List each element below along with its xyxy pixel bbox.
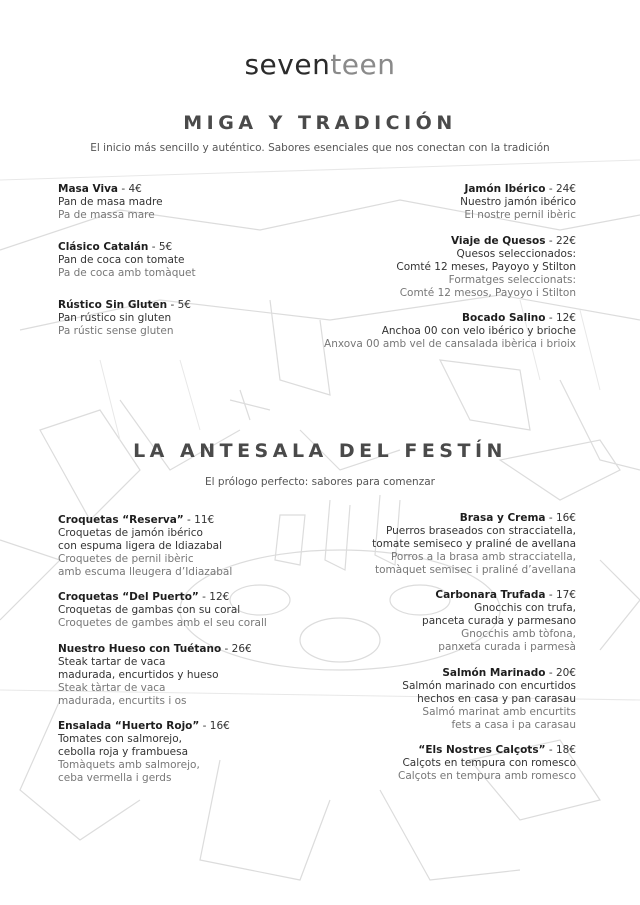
item-desc-es: con espuma ligera de Idiazabal: [58, 540, 223, 552]
item-desc-es: Steak tartar de vaca: [58, 656, 166, 668]
item-name: Salmón Marinado: [442, 667, 546, 679]
section-title-antesala: LA ANTESALA DEL FESTÍN: [133, 440, 507, 462]
item-name: Bocado Salino: [462, 312, 546, 324]
item-name: Brasa y Crema: [459, 512, 546, 524]
item-name: Carbonara Trufada: [435, 589, 546, 601]
item-desc-es: Tomates con salmorejo,: [58, 733, 182, 745]
item-desc-ca: Croquetes de gambes amb el seu corall: [58, 617, 267, 629]
item-desc-es: Comté 12 meses, Payoyo y Stilton: [396, 261, 576, 273]
item-desc-ca: tomàquet semisec i praliné d’avellana: [375, 564, 576, 576]
menu-item: [256, 512, 576, 577]
section-title-miga: MIGA Y TRADICIÓN: [183, 112, 457, 134]
menu-item: [256, 667, 576, 732]
item-desc-ca: Porros a la brasa amb stracciatella,: [390, 551, 576, 563]
section1-right-column: [256, 183, 576, 363]
item-desc-ca: fets a casa i pa carasau: [451, 719, 576, 731]
section2-right-column: [256, 512, 576, 792]
menu-item: [256, 235, 576, 300]
item-desc-ca: Croquetes de pernil ibèric: [58, 553, 194, 565]
item-desc-es: Gnocchis con trufa,: [474, 602, 576, 614]
item-desc-ca: Salmó marinat amb encurtits: [422, 706, 576, 718]
item-desc-ca: Pa rústic sense gluten: [58, 325, 174, 337]
item-price: - 24€: [545, 183, 576, 195]
item-name: Ensalada “Huerto Rojo”: [58, 720, 200, 732]
item-desc-es: Quesos seleccionados:: [456, 248, 576, 260]
item-desc-es: Anchoa 00 con velo ibérico y brioche: [381, 325, 576, 337]
item-desc-es: cebolla roja y frambuesa: [58, 746, 189, 758]
item-desc-es: hechos en casa y pan carasau: [417, 693, 576, 705]
item-desc-ca: Pa de massa mare: [58, 209, 155, 221]
item-name: Masa Viva: [58, 183, 118, 195]
item-desc-ca: Comté 12 mesos, Payoyo i Stilton: [399, 287, 576, 299]
item-desc-es: Pan rústico sin gluten: [58, 312, 172, 324]
item-desc-ca: El nostre pernil ibèric: [464, 209, 576, 221]
item-desc-es: Croquetas de gambas con su coral: [58, 604, 241, 616]
section-subtitle-antesala: El prólogo perfecto: sabores para comenzar: [205, 476, 435, 488]
item-name: “Els Nostres Calçots”: [418, 744, 546, 756]
menu-item: [256, 589, 576, 654]
item-desc-ca: Pa de coca amb tomàquet: [58, 267, 196, 279]
item-desc-ca: Anxova 00 amb vel de cansalada ibèrica i brioix: [324, 338, 576, 350]
item-price: - 16€: [199, 720, 230, 732]
item-desc-es: panceta curada y parmesano: [422, 615, 576, 627]
menu-item: [256, 183, 576, 222]
item-name: Viaje de Quesos: [450, 235, 546, 247]
menu-item: [256, 312, 576, 351]
item-desc-es: Pan de masa madre: [58, 196, 163, 208]
item-desc-ca: madurada, encurtits i os: [58, 695, 187, 707]
item-price: - 20€: [545, 667, 576, 679]
item-desc-es: tomate semiseco y praliné de avellana: [372, 538, 576, 550]
item-desc-ca: Formatges seleccionats:: [448, 274, 576, 286]
brand-logo-part1: seven: [244, 48, 331, 81]
menu-item: [256, 744, 576, 783]
item-name: Jamón Ibérico: [464, 183, 546, 195]
brand-logo: [0, 48, 640, 82]
item-price: - 17€: [545, 589, 576, 601]
item-name: Nuestro Hueso con Tuétano: [58, 643, 222, 655]
item-price: - 4€: [118, 183, 142, 195]
item-price: - 16€: [545, 512, 576, 524]
item-desc-ca: Gnocchis amb tòfona,: [461, 628, 576, 640]
item-desc-es: Nuestro jamón ibérico: [460, 196, 576, 208]
item-desc-es: Salmón marinado con encurtidos: [402, 680, 576, 692]
item-desc-es: Pan de coca con tomate: [58, 254, 185, 266]
item-price: - 26€: [221, 643, 252, 655]
item-desc-ca: amb escuma lleugera d’Idiazabal: [58, 566, 233, 578]
item-name: Croquetas “Reserva”: [58, 514, 184, 526]
item-desc-ca: ceba vermella i gerds: [58, 772, 172, 784]
item-name: Rústico Sin Gluten: [58, 299, 168, 311]
item-price: - 12€: [198, 591, 230, 603]
item-price: - 18€: [545, 744, 576, 756]
item-desc-es: Calçots en tempura con romesco: [402, 757, 576, 769]
item-name: Clásico Catalán: [58, 241, 149, 253]
item-price: - 5€: [148, 241, 173, 253]
section-subtitle-miga: El inicio más sencillo y auténtico. Sabores esenciales que nos conectan con la tradición: [90, 142, 550, 154]
item-price: - 12€: [545, 312, 576, 324]
item-price: - 11€: [183, 514, 215, 526]
item-desc-ca: Tomàquets amb salmorejo,: [58, 759, 200, 771]
item-desc-ca: Steak tàrtar de vaca: [58, 682, 166, 694]
item-price: - 22€: [545, 235, 576, 247]
brand-logo-part2: teen: [330, 48, 396, 81]
item-desc-es: madurada, encurtidos y hueso: [58, 669, 219, 681]
item-desc-es: Croquetas de jamón ibérico: [58, 527, 203, 539]
item-desc-ca: Calçots en tempura amb romesco: [397, 770, 576, 782]
item-desc-ca: panxeta curada i parmesà: [438, 641, 576, 653]
item-desc-es: Puerros braseados con stracciatella,: [386, 525, 576, 537]
item-name: Croquetas “Del Puerto”: [58, 591, 199, 603]
item-price: - 5€: [167, 299, 191, 311]
